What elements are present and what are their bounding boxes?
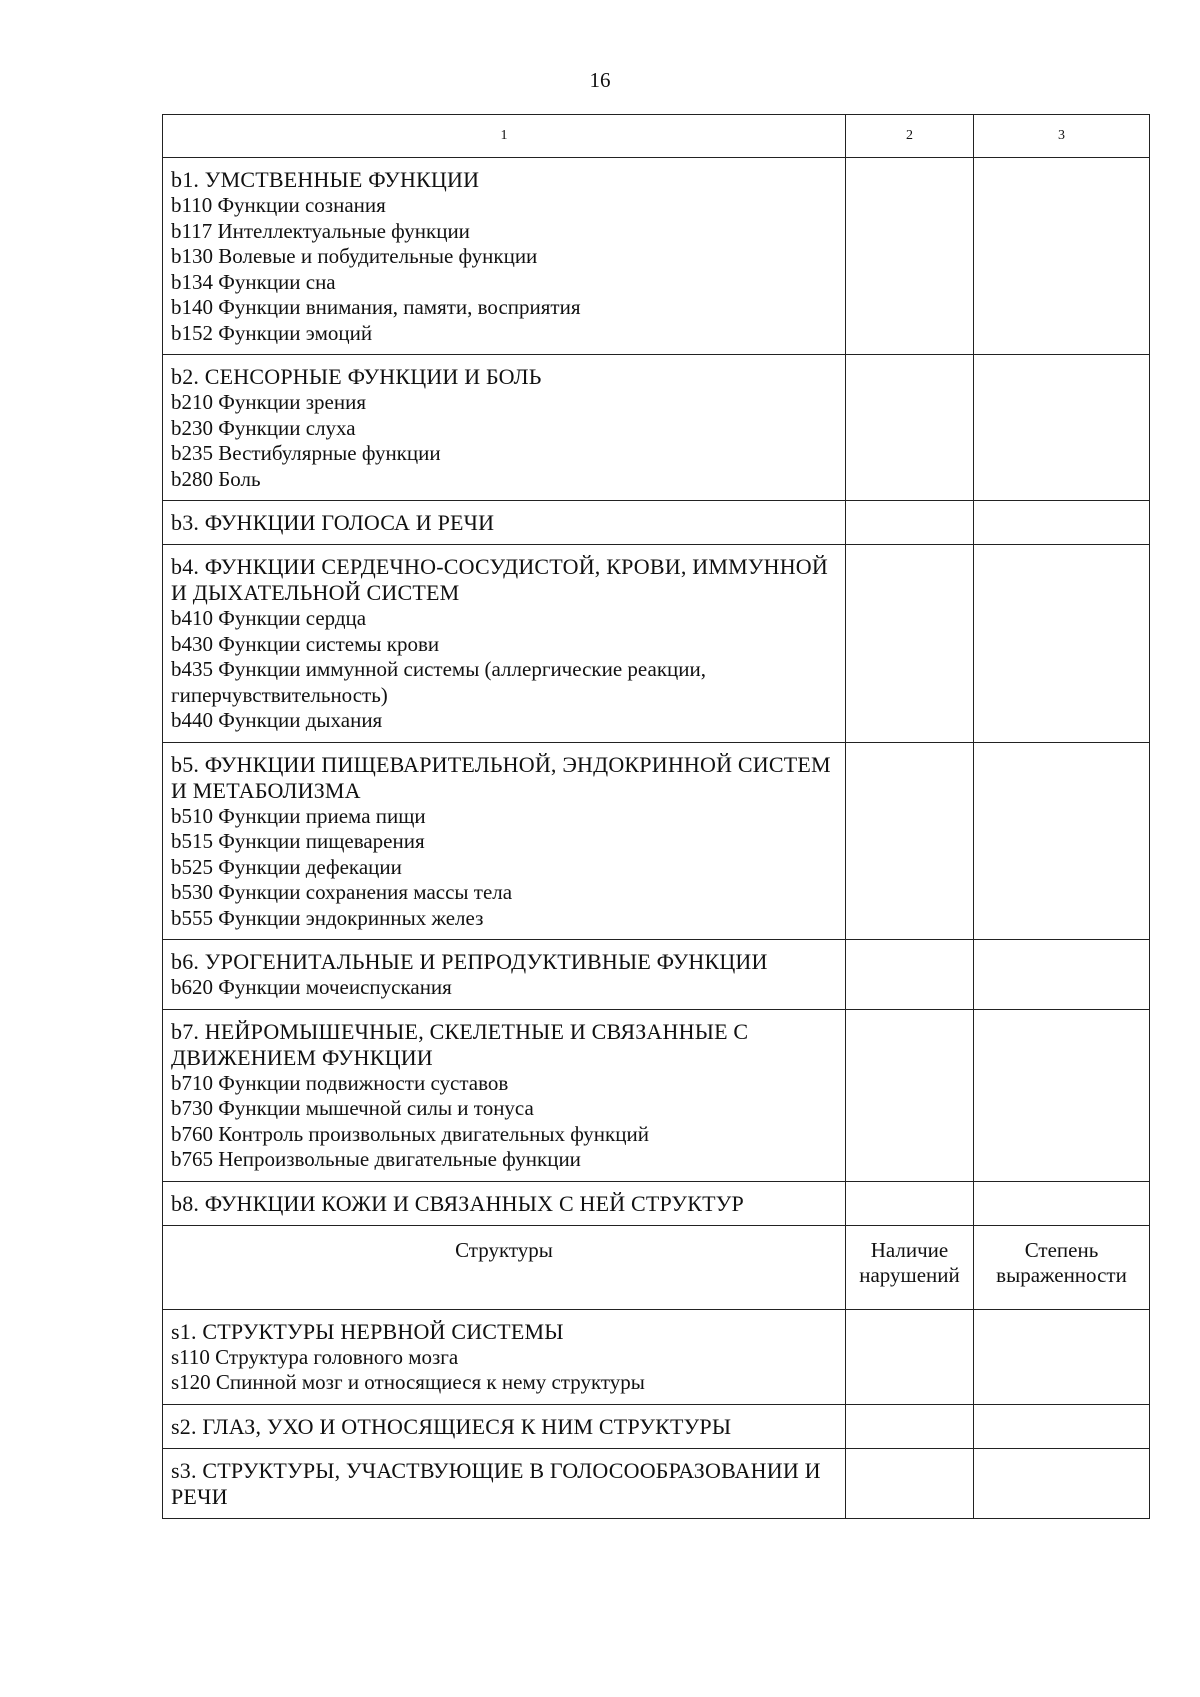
group-heading: b3. ФУНКЦИИ ГОЛОСА И РЕЧИ <box>171 510 495 535</box>
group-cell <box>163 1309 846 1404</box>
severity-degree-cell[interactable] <box>974 1309 1150 1404</box>
severity-degree-cell[interactable] <box>974 1448 1150 1518</box>
structures-header-col1: Структуры <box>163 1225 846 1309</box>
function-group-row <box>163 1009 1150 1181</box>
impairment-presence-cell[interactable] <box>846 1009 974 1181</box>
structure-group-row <box>163 1404 1150 1448</box>
function-group-row <box>163 940 1150 1010</box>
group-item: s120 Спинной мозг и относящиеся к нему структуры <box>171 1370 645 1394</box>
group-item: b110 Функции сознания <box>171 193 386 217</box>
group-item: b210 Функции зрения <box>171 390 366 414</box>
impairment-presence-cell[interactable] <box>846 158 974 355</box>
group-item: b760 Контроль произвольных двигательных функций <box>171 1121 649 1146</box>
group-item: b430 Функции системы крови <box>171 631 440 656</box>
group-item: b525 Функции дефекации <box>171 854 402 879</box>
impairment-presence-cell[interactable] <box>846 1448 974 1518</box>
page-number: 16 <box>589 68 611 92</box>
structures-header-row <box>163 1225 1150 1309</box>
impairment-presence-cell[interactable] <box>846 545 974 743</box>
column-number-1: 1 <box>163 115 846 158</box>
group-item: b435 Функции иммунной системы (аллергические реакции, гиперчувствительность) <box>171 657 706 707</box>
group-cell <box>163 355 846 501</box>
group-heading: b7. НЕЙРОМЫШЕЧНЫЕ, СКЕЛЕТНЫЕ И СВЯЗАННЫЕ С ДВИЖЕНИЕМ ФУНКЦИИ <box>171 1018 749 1070</box>
group-item: b117 Интеллектуальные функции <box>171 218 470 243</box>
structure-group-row <box>163 1309 1150 1404</box>
function-group-row <box>163 158 1150 355</box>
severity-degree-cell[interactable] <box>974 158 1150 355</box>
group-item: b140 Функции внимания, памяти, восприятия <box>171 295 581 319</box>
group-item: b555 Функции эндокринных желез <box>171 905 484 930</box>
group-item: b620 Функции мочеиспускания <box>171 975 452 999</box>
group-item: b134 Функции сна <box>171 269 336 294</box>
group-item: b280 Боль <box>171 466 261 491</box>
group-cell <box>163 1448 846 1518</box>
group-item: b230 Функции слуха <box>171 415 356 440</box>
group-item: b730 Функции мышечной силы и тонуса <box>171 1096 534 1120</box>
group-item: b710 Функции подвижности суставов <box>171 1070 509 1095</box>
structures-header-col3: Степень выраженности <box>974 1225 1150 1309</box>
group-heading: b8. ФУНКЦИИ КОЖИ И СВЯЗАННЫХ С НЕЙ СТРУКТУР <box>171 1190 744 1216</box>
group-cell <box>163 1181 846 1225</box>
group-item: b235 Вестибулярные функции <box>171 441 441 465</box>
assessment-table <box>162 114 1150 1519</box>
group-heading: s2. ГЛАЗ, УХО И ОТНОСЯЩИЕСЯ К НИМ СТРУКТУРЫ <box>171 1413 732 1439</box>
impairment-presence-cell[interactable] <box>846 1309 974 1404</box>
impairment-presence-cell[interactable] <box>846 1181 974 1225</box>
group-heading: b6. УРОГЕНИТАЛЬНЫЕ И РЕПРОДУКТИВНЫЕ ФУНКЦИИ <box>171 949 768 974</box>
impairment-presence-cell[interactable] <box>846 355 974 501</box>
group-item: s110 Структура головного мозга <box>171 1344 459 1369</box>
group-heading: s1. СТРУКТУРЫ НЕРВНОЙ СИСТЕМЫ <box>171 1318 564 1344</box>
column-number-3: 3 <box>974 115 1150 158</box>
impairment-presence-cell[interactable] <box>846 940 974 1010</box>
function-group-row <box>163 545 1150 743</box>
severity-degree-cell[interactable] <box>974 1009 1150 1181</box>
group-cell <box>163 501 846 545</box>
group-item: b510 Функции приема пищи <box>171 803 426 828</box>
group-cell <box>163 1404 846 1448</box>
group-item: b410 Функции сердца <box>171 606 367 630</box>
group-cell <box>163 742 846 940</box>
function-group-row <box>163 742 1150 940</box>
group-heading: s3. СТРУКТУРЫ, УЧАСТВУЮЩИЕ В ГОЛОСООБРАЗОВАНИИ И РЕЧИ <box>171 1457 821 1509</box>
function-group-row <box>163 355 1150 501</box>
group-item: b530 Функции сохранения массы тела <box>171 880 513 904</box>
severity-degree-cell[interactable] <box>974 1181 1150 1225</box>
structures-header-col2: Наличие нарушений <box>846 1225 974 1309</box>
severity-degree-cell[interactable] <box>974 355 1150 501</box>
structure-group-row <box>163 1448 1150 1518</box>
group-item: b130 Волевые и побудительные функции <box>171 244 538 268</box>
column-number-row <box>163 115 1150 158</box>
severity-degree-cell[interactable] <box>974 501 1150 545</box>
severity-degree-cell[interactable] <box>974 1404 1150 1448</box>
assessment-table-body <box>163 115 1150 1519</box>
severity-degree-cell[interactable] <box>974 742 1150 940</box>
group-heading: b5. ФУНКЦИИ ПИЩЕВАРИТЕЛЬНОЙ, ЭНДОКРИННОЙ СИСТЕМ И МЕТАБОЛИЗМА <box>171 751 831 803</box>
function-group-row <box>163 1181 1150 1225</box>
impairment-presence-cell[interactable] <box>846 1404 974 1448</box>
impairment-presence-cell[interactable] <box>846 742 974 940</box>
group-heading: b2. СЕНСОРНЫЕ ФУНКЦИИ И БОЛЬ <box>171 364 542 389</box>
function-group-row <box>163 501 1150 545</box>
column-number-2: 2 <box>846 115 974 158</box>
group-cell <box>163 158 846 355</box>
group-heading: b4. ФУНКЦИИ СЕРДЕЧНО-СОСУДИСТОЙ, КРОВИ, ИММУННОЙ И ДЫХАТЕЛЬНОЙ СИСТЕМ <box>171 554 828 605</box>
group-heading: b1. УМСТВЕННЫЕ ФУНКЦИИ <box>171 167 480 192</box>
group-item: b515 Функции пищеварения <box>171 829 425 853</box>
group-item: b440 Функции дыхания <box>171 708 383 732</box>
group-cell <box>163 940 846 1010</box>
group-item: b152 Функции эмоций <box>171 320 373 345</box>
group-cell <box>163 1009 846 1181</box>
group-cell <box>163 545 846 743</box>
impairment-presence-cell[interactable] <box>846 501 974 545</box>
severity-degree-cell[interactable] <box>974 940 1150 1010</box>
severity-degree-cell[interactable] <box>974 545 1150 743</box>
group-item: b765 Непроизвольные двигательные функции <box>171 1147 581 1171</box>
